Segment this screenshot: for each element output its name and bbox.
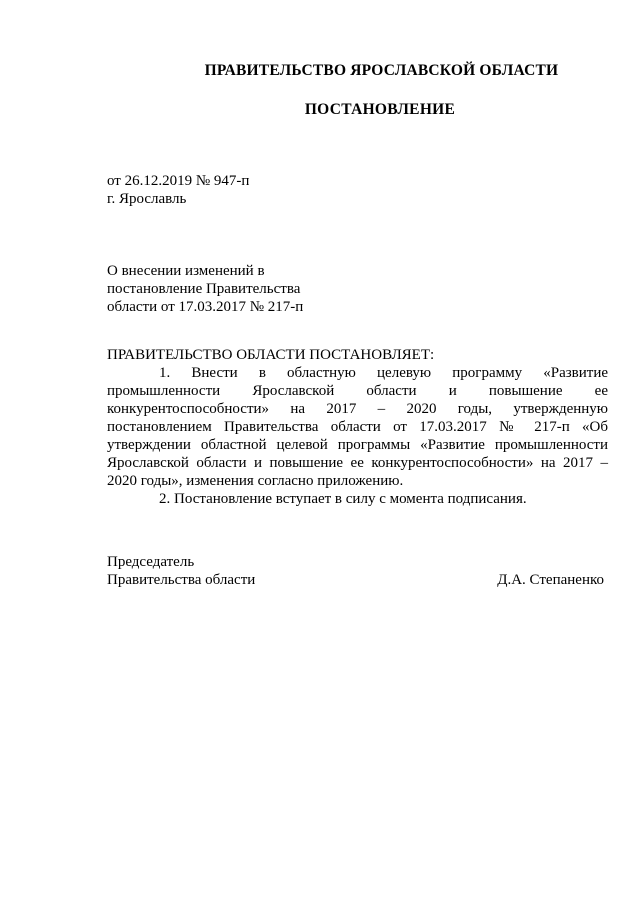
document-type-title: ПОСТАНОВЛЕНИЕ (304, 101, 456, 118)
paragraph-1: 1. Внести в областную целевую программу «Развитие промышленности Ярославской области и повышение ее конкурентоспособности» на 2017 – 2020 годы, утвержденную постановлением Правительства области от 17.03.2017 № 217-п «Об утверждении областной целевой программы «Развитие промышленности Ярославской области и повышение ее конкурентоспособности» на 2017 – 2020 годы», изменения согласно приложению. (107, 365, 608, 489)
signature-block (107, 553, 608, 589)
signature-row (107, 571, 608, 589)
signer-name: Д.А. Степаненко (497, 572, 604, 588)
document-subject (107, 262, 347, 316)
paragraph-2: 2. Постановление вступает в силу с момента подписания. (159, 491, 527, 507)
document-meta (107, 172, 249, 208)
subject-line: О внесении изменений в (107, 263, 265, 279)
preamble: ПРАВИТЕЛЬСТВО ОБЛАСТИ ПОСТАНОВЛЯЕТ: (107, 347, 435, 363)
date-number-line: от 26.12.2019 № 947-п (107, 173, 250, 189)
subject-line: постановление Правительства (107, 281, 301, 297)
document-body (107, 346, 608, 508)
organization-title: ПРАВИТЕЛЬСТВО ЯРОСЛАВСКОЙ ОБЛАСТИ (204, 62, 559, 79)
subject-line: области от 17.03.2017 № 217-п (107, 299, 304, 315)
signer-title-line-1: Председатель (107, 554, 195, 570)
city-line: г. Ярославль (107, 191, 187, 207)
signer-title-line-2: Правительства области (107, 572, 256, 588)
